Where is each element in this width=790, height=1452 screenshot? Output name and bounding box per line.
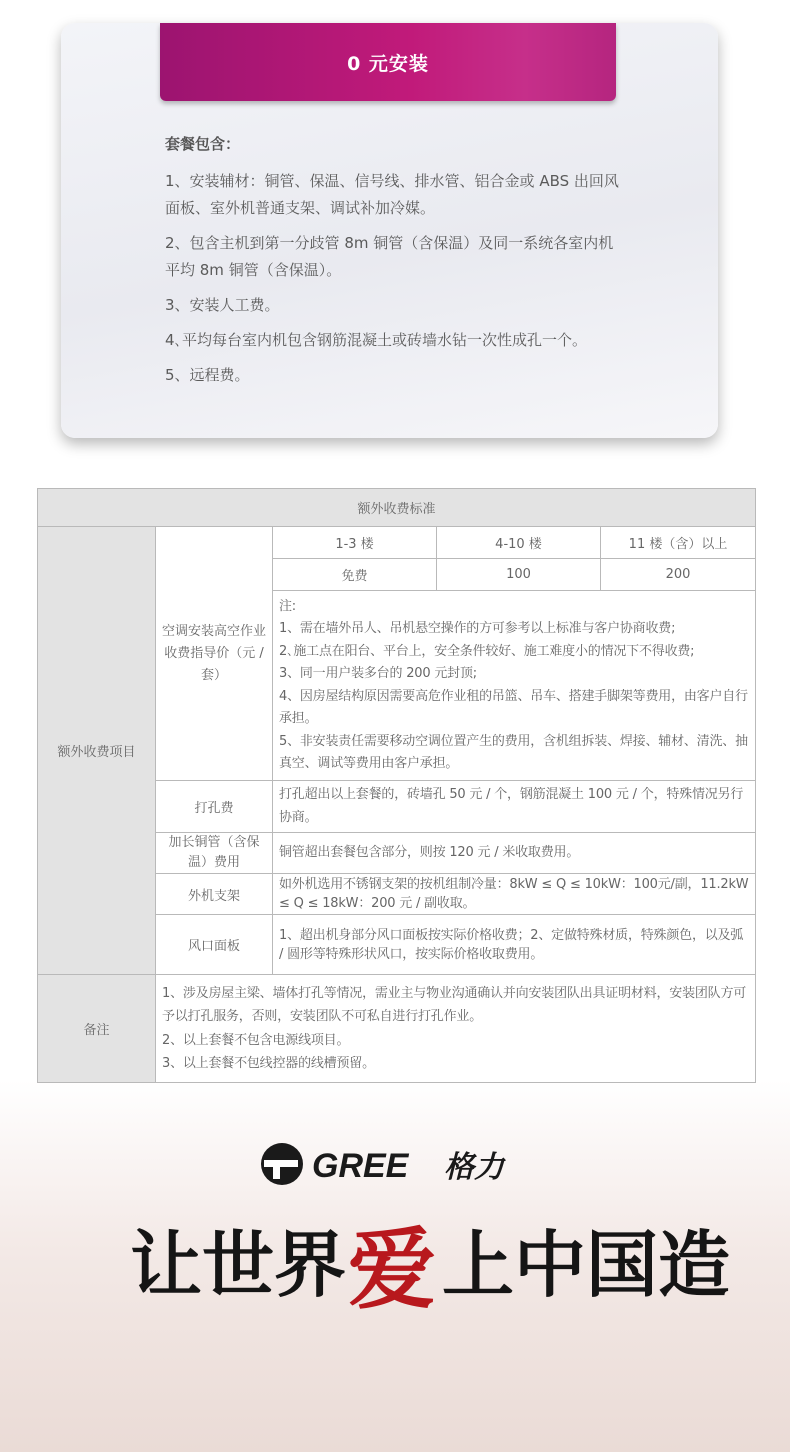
gree-g-mark-icon — [261, 1143, 303, 1185]
fee-item-desc: 如外机选用不锈钢支架的按机组制冷量：8kW ≤ Q ≤ 10kW：100元/副，11.2kW ≤ Q ≤ 18kW：200 元 / 副收取。 — [273, 874, 756, 915]
section-label: 额外收费项目 — [38, 527, 156, 975]
package-item: 5、远程费。 — [165, 366, 250, 384]
remarks-content — [156, 975, 756, 1083]
fee-item-desc: 铜管超出套餐包含部分，则按 120 元 / 米收取费用。 — [273, 833, 756, 874]
fee-item-label: 打孔费 — [156, 781, 273, 833]
fee-item-label: 外机支架 — [156, 874, 273, 915]
note-line: 2､施工点在阳台、平台上，安全条件较好、施工难度小的情况下不得收费; — [279, 643, 695, 659]
floor-header: 11 楼（含）以上 — [601, 527, 756, 559]
fee-item-label: 加长铜管（含保温）费用 — [156, 833, 273, 874]
floor-price: 100 — [437, 559, 601, 591]
extra-fee-table — [37, 488, 756, 1083]
floor-header: 4-10 楼 — [437, 527, 601, 559]
brand-slogan — [130, 1200, 731, 1321]
remark-line: 2、以上套餐不包含电源线项目。 — [162, 1032, 350, 1048]
note-line: 1、需在墙外吊人、吊机悬空操作的方可参考以上标准与客户协商收费; — [279, 621, 676, 636]
high-work-label: 空调安装高空作业收费指导价（元 / 套） — [156, 527, 273, 781]
fee-item-desc: 1、超出机身部分风口面板按实际价格收费；2、定做特殊材质，特殊颜色，以及弧 / 圆形等特殊形状风口，按实际价格收取费用。 — [273, 915, 756, 975]
floor-price: 200 — [601, 559, 756, 591]
fee-item-label: 风口面板 — [156, 915, 273, 975]
package-item: 4､平均每台室内机包含钢筋混凝土或砖墙水钻一次性成孔一个。 — [165, 331, 588, 349]
remark-line: 1、涉及房屋主梁、墙体打孔等情况，需业主与物业沟通确认并向安装团队出具证明材料，安装团队方可予以打孔服务，否则，安装团队不可私自进行打孔作业。 — [162, 985, 747, 1024]
fee-item-desc: 打孔超出以上套餐的，砖墙孔 50 元 / 个，钢筋混凝土 100 元 / 个，特殊情况另行协商。 — [273, 781, 756, 833]
package-item: 3、安装人工费。 — [165, 296, 280, 314]
package-card — [61, 23, 718, 438]
high-work-notes — [273, 591, 756, 781]
package-item: 2、包含主机到第一分歧管 8m 铜管（含保温）及同一系统各室内机平均 8m 铜管（含保温）。 — [165, 234, 614, 279]
note-line: 3、同一用户装多台的 200 元封顶; — [279, 666, 477, 681]
note-line: 注: — [279, 598, 296, 614]
package-heading: 套餐包含： — [165, 135, 241, 153]
note-line: 5、非安装责任需要移动空调位置产生的费用，含机组拆装、焊接、辅材、清洗、抽真空、调试等费用由客户承担。 — [279, 733, 748, 771]
remark-line: 3、以上套餐不包线控器的线槽预留。 — [162, 1056, 375, 1071]
gree-logo — [258, 1140, 538, 1188]
remarks-label: 备注 — [38, 975, 156, 1083]
fee-table-title: 额外收费标准 — [38, 489, 756, 527]
floor-header: 1-3 楼 — [273, 527, 437, 559]
logo-wordmark: GREE — [312, 1147, 409, 1185]
slogan-part: 让世界 — [130, 1222, 347, 1307]
slogan-part: 上中国造 — [442, 1222, 731, 1307]
package-contents — [165, 131, 625, 397]
package-title: 0 元安装 — [160, 23, 616, 101]
logo-chinese: 格力 — [444, 1150, 504, 1185]
note-line: 4、因房屋结构原因需要高危作业租的吊篮、吊车、搭建手脚架等费用，由客户自行承担。 — [279, 688, 748, 726]
package-item: 1、安装辅材：铜管、保温、信号线、排水管、铝合金或 ABS 出回风面板、室外机普通支架、调试补加冷媒。 — [165, 172, 619, 217]
floor-price: 免费 — [273, 559, 437, 591]
slogan-highlight: 爱 — [348, 1217, 437, 1321]
